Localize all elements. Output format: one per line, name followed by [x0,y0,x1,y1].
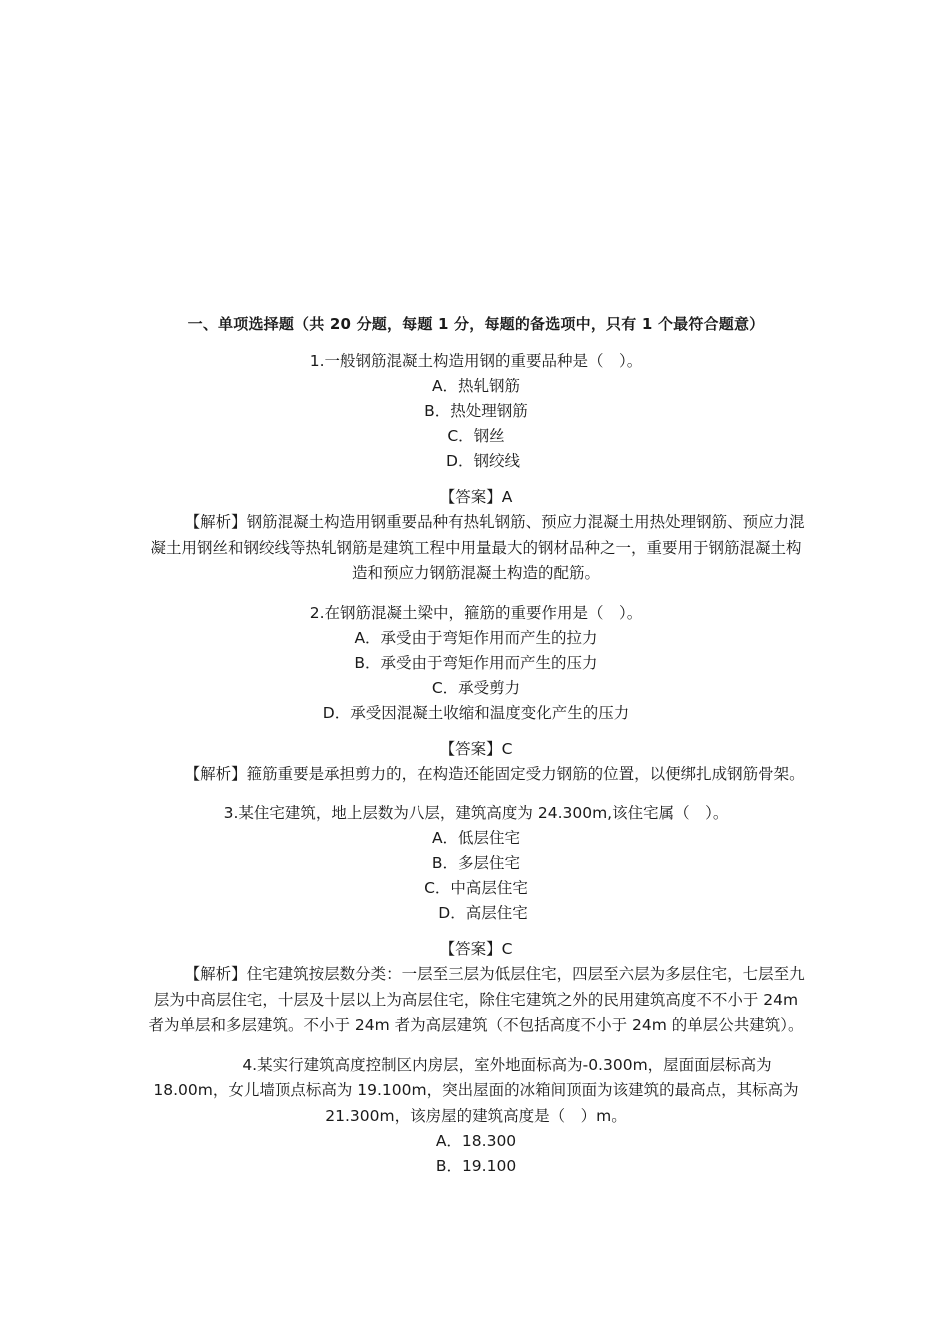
question-stem: 1.一般钢筋混凝土构造用钢的重要品种是（ ）。 [309,352,643,370]
question-stem: 2.在钢筋混凝土梁中，箍筋的重要作用是（ ）。 [309,603,643,622]
question-stem: 4.某实行建筑高度控制区内房层，室外地面标高为-0.300m，屋面面层标高为 18.00m，女儿墙顶点标高为 19.100m，突出屋面的冰箱间顶面为该建筑的最高点，其标高为 21.300m，该房屋的建筑高度是（ ）m。 [153,1055,799,1125]
explanation: 【解析】住宅建筑按层数分类：一层至三层为低层住宅，四层至六层为多层住宅，七层至九层为中高层住宅，十层及十层以上为高层住宅，除住宅建筑之外的民用建筑高度不不小于 24m 者为单层和多层建筑。不小于 24m 者为高层建筑（不包括高度不小于 24m 的单层公共建筑）。 [148,965,805,1034]
option-b: B．热处理钢筋 [424,402,528,420]
option-a: A．热轧钢筋 [431,377,521,395]
answer: 【答案】C [439,940,513,958]
question-3 [145,801,807,1039]
question-stem: 3.某住宅建筑，地上层数为八层，建筑高度为 24.300m,该住宅属（ ）。 [223,804,729,822]
question-2 [145,601,807,788]
explanation: 【解析】钢筋混凝土构造用钢重要品种有热轧钢筋、预应力混凝土用热处理钢筋、预应力混凝土用钢丝和钢绞线等热轧钢筋是建筑工程中用量最大的钢材品种之一，重要用于钢筋混凝土构造和预应力钢筋混凝土构造的配筋。 [150,513,805,582]
option-d: D．钢绞线 [446,452,520,470]
answer: 【答案】A [439,488,513,506]
question-4 [145,1053,807,1180]
option-c: C．承受剪力 [431,678,521,697]
option-d: D．承受因混凝土收缩和温度变化产生的压力 [322,703,630,722]
section-title: 一、单项选择题（共 20 分题，每题 1 分，每题的备选项中，只有 1 个最符合题意） [187,315,765,333]
option-a: A．低层住宅 [431,829,521,847]
option-b: B．19.100 [435,1157,517,1175]
answer: 【答案】C [439,739,513,758]
option-b: B．多层住宅 [431,854,521,872]
option-b: B．承受由于弯矩作用而产生的压力 [354,653,598,672]
question-1 [145,349,807,587]
option-a: A．承受由于弯矩作用而产生的拉力 [354,628,598,647]
document-page [145,312,807,1189]
explanation: 【解析】箍筋重要是承担剪力的，在构造还能固定受力钢筋的位置，以便绑扎成钢筋骨架。 [184,764,805,783]
option-c: C．中高层住宅 [424,879,528,897]
option-c: C．钢丝 [447,427,505,445]
option-a: A．18.300 [435,1132,517,1150]
option-d: D．高层住宅 [438,904,528,922]
